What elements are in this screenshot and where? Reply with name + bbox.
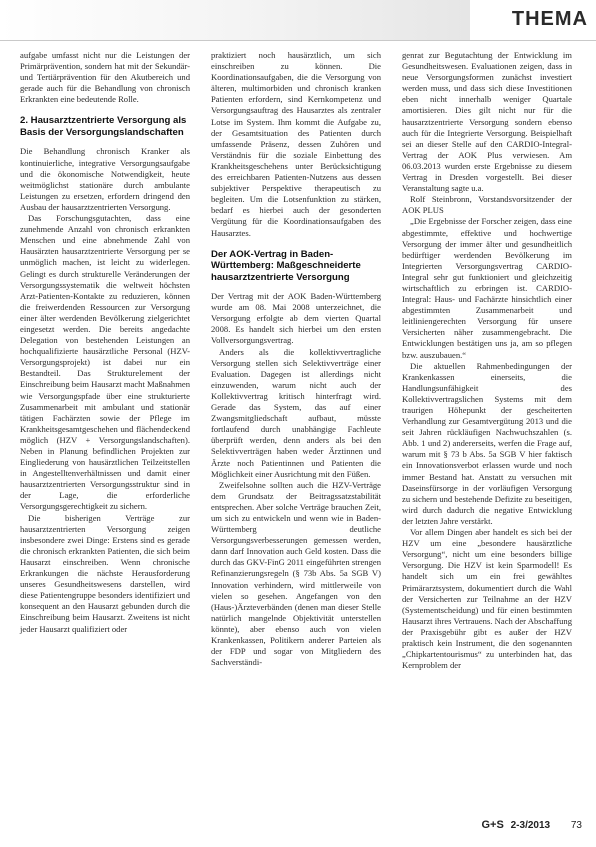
section-heading: 2. Hausarztzentrierte Versorgung als Basis der Versorgungslandschaften (20, 115, 187, 138)
paragraph: aufgabe umfasst nicht nur die Leistungen der Primärprävention, sondern hat mit der Sekundär- und Tertiärprävention für den Akutbereich und gerade auch für die Behandlung von chronisch Erkrankten eine bedeutende Rolle. (20, 50, 190, 105)
text-column-3 (402, 50, 572, 671)
issue-number: 2-3/2013 (510, 820, 551, 831)
paragraph: praktiziert noch hausärztlich, um sich einschreiben zu können. Die Koordinationsaufgaben, die die Versorgung von älteren, multimorbiden und chronisch kranken Patienten erfordern, sind Kernkompetenz und Versorgungsauftrag des Hausarztes als zentraler Lotse im System. Ihm kommt die Aufgabe zu, der Gesamtsituation des Patienten durch umfassende Präsenz, dessen Zuhören und Verständnis für die soziale Einbettung des Krankheitsgeschehens unter Berücksichtigung des erreichbaren Patienten-Nutzens aus dessen subjektiver Perspektive therapeutisch zu begleiten. Um die Lotsenfunktion zu stärken, bedarf es hierbei auch der gesonderten Vergütung für die Koordinationsaufgaben des Hausarztes. (211, 50, 381, 238)
text-column-1 (20, 50, 190, 635)
paragraph: Die aktuellen Rahmenbedingungen der Krankenkassen einerseits, die Handlungsunfähigkeit des Kollektivvertragslichen Systems mit dem traurigen Höhepunkt der gescheiterten Verhandlung zur Gesamtvergütung 2013 und die seit Jahren rückläufigen Nachwuchszahlen (s. Abb. 1 und 2) andererseits, werfen die Frage auf, warum mit § 73 b Abs. 5a SGB V hier faktisch ein Innovationsverbot erlassen wurde und noch immer Bestand hat. Anstatt zu versuchen mit Daseinsfürsorge in der vorläufigen Versorgung zu sichern und bestehende Defizite zu beseitigen, wird durch dadurch die negative Entwicklung der letzten Jahre verstärkt. (402, 360, 572, 526)
paragraph: Das Forschungsgutachten, dass eine zunehmende Anzahl von chronisch erkrankten Menschen und eine abnehmende Zahl von Hausärzten hausarztzentrierte Versorgung per se unmöglich machen, ist leicht zu widerlegen. Gelingt es durch strukturelle Veränderungen der Versorgungssystematik die weltweit höchsten Arzt-Patienten-Kontakte zu reduzieren, können die freiwerdenden Ressourcen zur Versorgung einer älter werdenden Bevölkerung zielgerichtet eingesetzt werden. Die bereits angedachte Delegation von bestehenden Leistungen an hochqualifizierte hausärztliche Personal (HZV-Versorgungsprojekt) ist dabei nur ein Bestandteil. Das Strukturelement der Einschreibung beim Hausarzt macht Maßnahmen wie Versorgungspfade über eine strukturierte Zusammenarbeit mit ambulant und stationär tätigen Fachärzten sowie der Pflege im Krankheitsgesamtgeschehen und flächendeckend möglich (HZV + Versorgungslandschaften). Neben in Planung befindlichen Projekten zur Eingliederung von hausärztlichen Teilzeitstellen in Angestelltenverhältnissen und damit einer hausarztzentrierten Versorgungsstruktur sind in der Lage, die erforderliche Versorgungsgerechtigkeit zu sichern. (20, 213, 190, 512)
paragraph: genrat zur Begutachtung der Entwicklung im Gesundheitswesen. Evaluationen zeigen, dass in neue Versorgungsformen zunächst investiert werden muss, und dass sich diese Investitionen eben nicht innerhalb weniger Quartale amortisieren. Dies gilt nicht nur für die hausarztzentrierte Versorgung sondern ebenso auch für die Integrierte Versorgung. Beispielhaft sei an dieser Stelle auf den CARDIO-Integral-Vertrag der AOK Plus verwiesen. Am 06.03.2013 wurden erste Ergebnisse zu diesem Vertrag in Dresden vorgestellt. Bei dieser Veranstaltung sagte u.a. (402, 50, 572, 194)
section-label: THEMA (511, 8, 588, 30)
paragraph: Der Vertrag mit der AOK Baden-Württemberg wurde am 08. Mai 2008 unterzeichnet, die Versorgung erfolgte ab dem vierten Quartal 2008. Es handelt sich hierbei um den ersten Vollversorgungsvertrag. (211, 291, 381, 346)
journal-brand: G+S (481, 819, 504, 831)
paragraph: Anders als die kollektivvertragliche Versorgung stellen sich Selektivverträge einer Evaluation. Dagegen ist allerdings nicht einzuwenden, warum nicht auch der Kollektivvertrag kritisch hinterfragt wird. Gerade das System, das auf einer Zwangsmitgliedschaft aufbaut, müsste fortlaufend durch unabhängige Fachleute überprüft werden, denn anders als bei den Selektivverträgen haben weder Ärztinnen und Ärzte noch Patientinnen und Patienten die Möglichkeit einer Ausrichtung mit den Füßen. (211, 346, 381, 479)
paragraph: Vor allem Dingen aber handelt es sich bei der HZV um eine „besondere hausärztliche Versorgung“, nicht um eine besonders billige Versorgung. Die HZV ist kein Sparmodell! Es handelt sich um ein frei gewähltes Primärarztsystem, dokumentiert durch die Wahl der Versicherten zur Teilnahme an der HZV (Systementscheidung) und für einen bestimmten Hausarzt ihres Vertrauens. Nach der Abschaffung der Praxisgebühr gibt es außer der HZV praktisch kein Instrument, die den sogenannten „Chipkartentourismus“ zu unterbinden hat, das Kernproblem der (402, 527, 572, 671)
header-gradient (0, 0, 470, 40)
paragraph: Die bisherigen Verträge zur hausarztzentrierten Versorgung zeigen insbesondere zwei Dinge: Erstens sind es gerade die chronisch erkrankten Patienten, die sich beim Hausarzt einschreiben. Wenn chronische Erkrankungen die nächste Herausforderung unseres Gesundheitswesens darstellen, wird diese Patientengruppe besonders identifiziert und konsequent an den Hausarzt gebunden durch die Einschreibung beim Hausarzt. Zweitens ist nicht jeder Hausarzt qualifiziert oder (20, 512, 190, 634)
paragraph: Rolf Steinbronn, Vorstandsvorsitzender der AOK PLUS (402, 194, 572, 216)
page-number: 73 (570, 820, 582, 831)
text-column-2 (211, 50, 381, 668)
section-heading: Der AOK-Vertrag in Baden-Württemberg: Maßgeschneiderte hausarztzentrierte Versorgung (211, 248, 361, 283)
page-footer (482, 819, 583, 831)
section-header-bar (0, 0, 596, 41)
paragraph: „Die Ergebnisse der Forscher zeigen, dass eine abgestimmte, effektive und hochwertige Versorgung der immer älter und gesundheitlich bedürftiger werdenden Bevölkerung im Integrierten Versorgungsvertrag CARDIO-Integral sehr gut funktioniert und gleichzeitig wirtschaftlich zu erbringen ist. CARDIO-Integral: Haus- und Fachärzte hinsichtlich einer abgestimmten Zusammenarbeit und leitliniengerechten Versorgung für unsere Versicherten näher zusammengebracht. Die Entwicklungen bestätigen uns ja, am so pflegen bzw. auszubauen.“ (402, 216, 572, 360)
paragraph: Die Behandlung chronisch Kranker als kontinuierliche, integrative Versorgungsaufgabe und die ökonomische Notwendigkeit, heute weitmöglichst stationäre durch ambulante Leistungen zu ersetzen, erfordern dringend den Ausbau der hausarztzentrierten Versorgung. (20, 146, 190, 212)
paragraph: Zweifelsohne sollten auch die HZV-Verträge dem Grundsatz der Beitragssatzstabilität entsprechen. Aber solche Verträge brauchen Zeit, um sich zu entwickeln und wenn wie in Baden-Württemberg deutliche Versorgungsverbesserungen gemessen werden, dann darf Innovation auch Geld kosten. Dass die durch das GKV-FinG 2011 eingeführten strengen Refinanzierungsregeln (§ 73b Abs. 5a SGB V) Innovation verhindern, wird mittlerweile von vielen so gesehen. Angefangen von den (Haus-)Ärzteverbänden (denen man dieser Stelle natürlich mangelnde Objektivität unterstellen könnte), aber ebenso auch von vielen Krankenkassen, Politikern anderer Parteien als der FDP und sogar von Mitgliedern des Sachverständi- (211, 479, 381, 668)
